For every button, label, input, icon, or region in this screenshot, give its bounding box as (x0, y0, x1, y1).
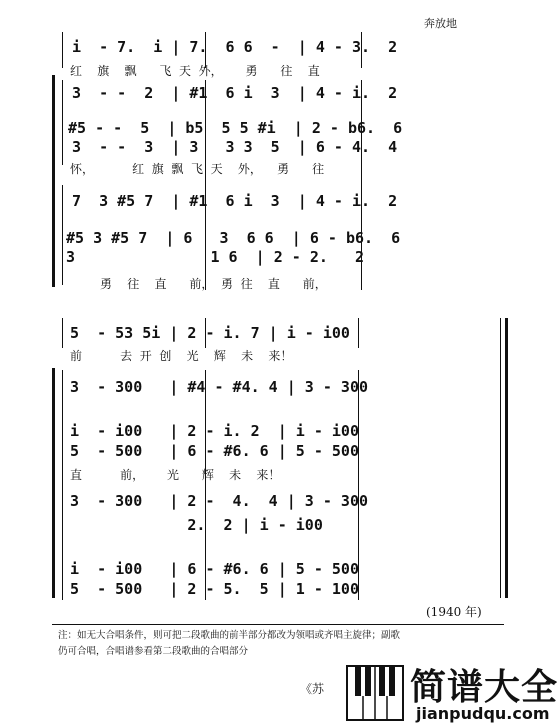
year-label: (1940 年) (426, 605, 482, 619)
footnote-line: 仍可合唱，合唱谱参看第二段歌曲的合唱部分 (58, 646, 249, 657)
barline (358, 318, 359, 348)
lyric-row: 前 去 开 创 光 辉 未 来！ (70, 349, 293, 363)
part-row: i - i00 | 6 - #6. 6 | 5 - 500 (70, 560, 359, 578)
barline (62, 115, 63, 165)
system-bracket (52, 75, 55, 287)
final-barline-thick (505, 318, 508, 598)
lyric-row: 直 前， 光 辉 未 来！ (70, 468, 281, 482)
footnote-line: 注：如无大合唱条件，则可把二段歌曲的前半部分都改为领唱或齐唱主旋律；副歌 (58, 630, 401, 641)
part-row: 2. 2 | i - i00 (70, 516, 323, 534)
part-row: #5 - - 5 | b5 5 5 #i | 2 - b6. 6 (68, 119, 403, 137)
lyric-row: 勇 往 直 前， 勇 往 直 前， (100, 277, 327, 291)
melody-row: i - 7. i | 7. 6 6 - | 4 - 3. 2 (72, 38, 398, 56)
tempo-marking: 奔放地 (424, 17, 457, 30)
part-row: 3 - 300 | 2 - 4. 4 | 3 - 300 (70, 492, 369, 510)
watermark-logo (338, 657, 558, 727)
part-row: 3 - 300 | #4 - #4. 4 | 3 - 300 (70, 378, 369, 396)
partial-text: 《苏 (300, 682, 325, 696)
lyric-row: 怀， 红 旗 飘 飞 天 外， 勇 往 (70, 162, 325, 176)
part-row: 7 3 #5 7 | #1 6 i 3 | 4 - i. 2 (72, 192, 398, 210)
part-row: 3 - - 3 | 3 3 3 5 | 6 - 4. 4 (72, 138, 398, 156)
part-row: 3 1 6 | 2 - 2. 2 (66, 248, 365, 266)
lyric-row: 红 旗 飘 飞 天 外， 勇 往 直 (70, 64, 320, 78)
part-row: 3 - - 2 | #1 6 i 3 | 4 - i. 2 (72, 84, 398, 102)
separator-line (52, 624, 504, 625)
barline (62, 32, 63, 68)
footnote (58, 628, 528, 660)
part-row: 5 - 500 | 2 - 5. 5 | 1 - 100 (70, 580, 359, 598)
logo-url: jianpudqu.com (416, 704, 550, 723)
part-row: i - i00 | 2 - i. 2 | i - i00 (70, 422, 359, 440)
piano-keys-icon (346, 665, 404, 721)
barline (62, 318, 63, 348)
melody-row: 5 - 53 5i | 2 - i. 7 | i - i00 (70, 324, 350, 342)
barline (62, 185, 63, 285)
part-row: 5 - 500 | 6 - #6. 6 | 5 - 500 (70, 442, 359, 460)
system-bracket (52, 368, 55, 598)
barline (62, 370, 63, 600)
part-row: #5 3 #5 7 | 6 3 6 6 | 6 - b6. 6 (66, 229, 401, 247)
final-barline (500, 318, 501, 598)
logo-title: 简谱大全 (410, 667, 558, 708)
